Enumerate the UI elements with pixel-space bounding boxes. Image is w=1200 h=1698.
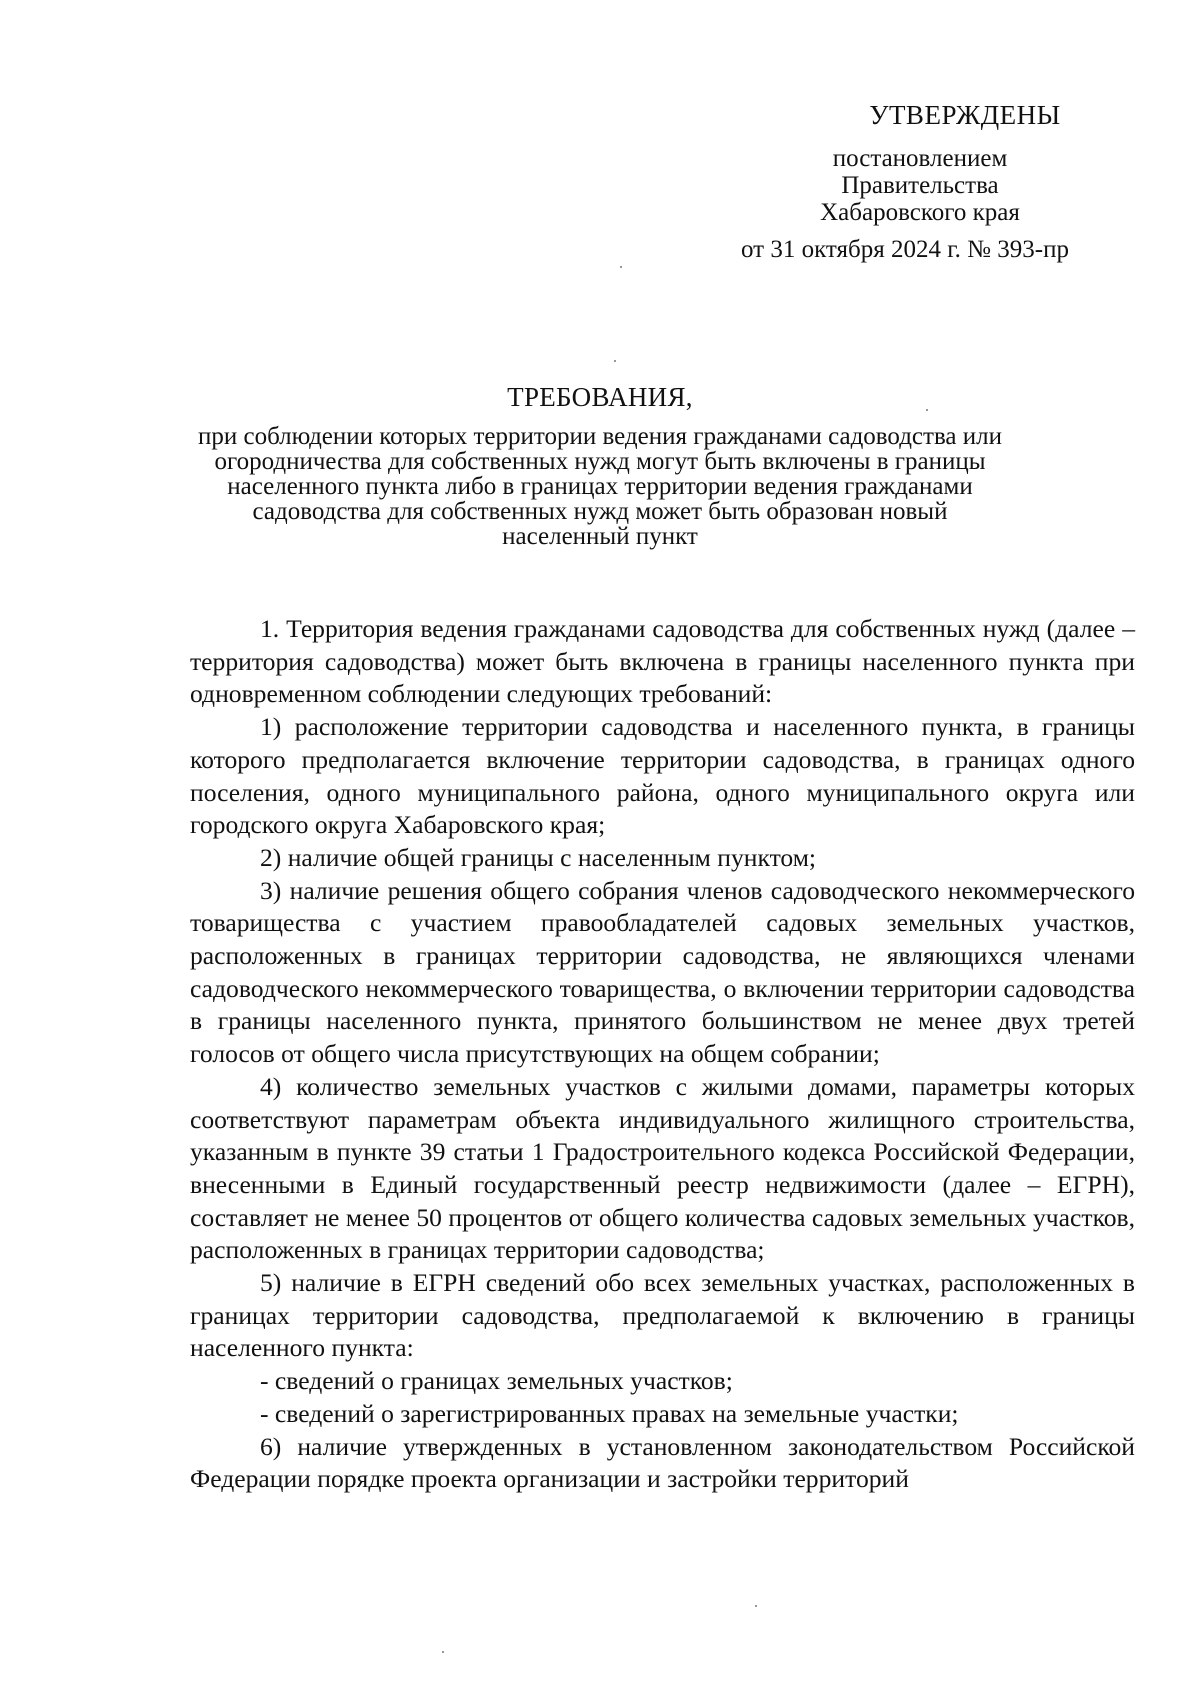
requirement-2: 2) наличие общей границы с населенным пунктом; (260, 842, 817, 872)
document-body (190, 613, 1135, 1496)
approval-date: от 31 октября 2024 г. № 393-пр (741, 236, 1069, 263)
requirement-3: 3) наличие решения общего собрания членов садоводческого некоммерческого товарищества с участием правообладателей садовых земельных участков, расположенных в границах территории садоводства, не являющихся членами садоводческого некоммерческого товарищества, о включении территории садоводства в границы населенного пункта, принятого большинством не менее двух третей голосов от общего числа присутствующих на общем собрании; (190, 875, 1135, 1069)
requirement-5-item-1: - сведений о границах земельных участков; (260, 1366, 733, 1396)
requirement-5-item-2: - сведений о зарегистрированных правах на земельные участки; (260, 1398, 959, 1428)
approval-line-2: Правительства (841, 172, 999, 199)
approval-line-1: постановлением (832, 145, 1008, 172)
approval-line-3: Хабаровского края (820, 199, 1020, 226)
requirement-4: 4) количество земельных участков с жилыми домами, параметры которых соответствуют параметрам объекта индивидуального жилищного строительства, указанным в пункте 39 статьи 1 Градостроительного кодекса Российской Федерации, внесенными в Единый государственный реестр недвижимости (далее – ЕГРН), составляет не менее 50 процентов от общего количества садовых земельных участков, расположенных в границах территории садоводства; (190, 1071, 1135, 1265)
requirement-5: 5) наличие в ЕГРН сведений обо всех земельных участках, расположенных в границах территории садоводства, предполагаемой к включению в границы населенного пункта: (190, 1268, 1135, 1363)
paragraph-1: 1. Территория ведения гражданами садоводства для собственных нужд (далее – территория садоводства) может быть включена в границы населенного пункта при одновременном соблюдении следующих требований: (190, 614, 1135, 709)
document-subtitle: при соблюдении которых территории ведения гражданами садоводства или огородничества для собственных нужд могут быть включены в границы населенного пункта либо в границах территории ведения гражданами садоводства для собственных нужд может быть образован новый населенный пункт (197, 423, 1003, 550)
approval-stamp (700, 100, 1140, 264)
document-title: ТРЕБОВАНИЯ, (507, 382, 693, 412)
requirement-1: 1) расположение территории садоводства и населенного пункта, в границы которого предполагается включение территории садоводства, в границах одного поселения, одного муниципального района, одного муниципального округа или городского округа Хабаровского края; (190, 712, 1135, 840)
requirement-6: 6) наличие утвержденных в установленном законодательством Российской Федерации порядке проекта организации и застройки территорий (190, 1431, 1135, 1494)
approved-heading: УТВЕРЖДЕНЫ (869, 100, 1061, 130)
